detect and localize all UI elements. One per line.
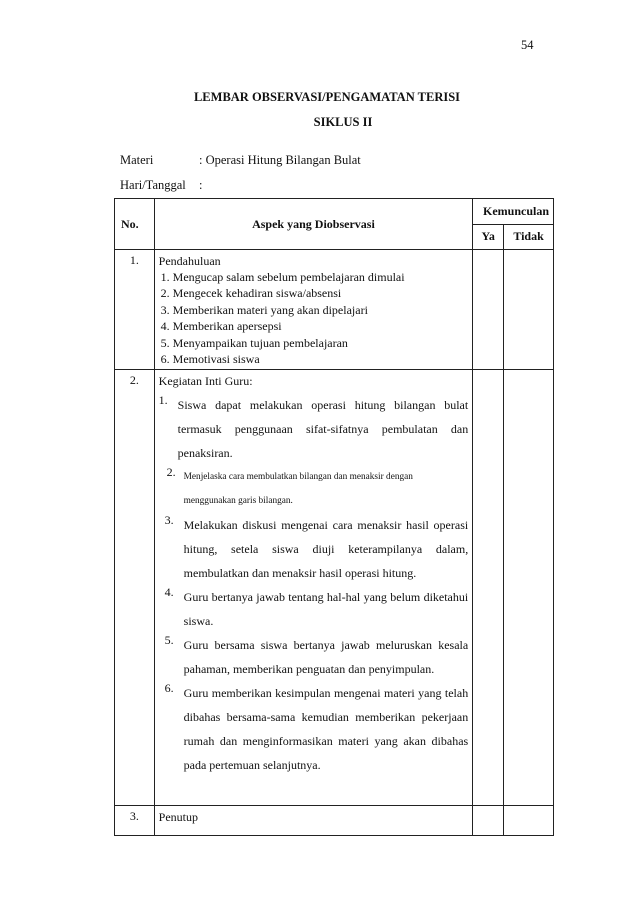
item-line: Guru bersama siswa bertanya jawab meluruskan kesala [183, 638, 469, 653]
hari-label: Hari/Tanggal [120, 178, 186, 192]
row-number: 1. [115, 250, 155, 370]
document-title: LEMBAR OBSERVASI/PENGAMATAN TERISI [193, 90, 461, 104]
item-line: Siswa dapat melakukan operasi hitung bilangan bulat [177, 398, 469, 413]
item-number: 6. [164, 681, 174, 696]
row-aspek [154, 806, 473, 836]
item-line: Guru bertanya jawab tentang hal-hal yang belum diketahui [183, 590, 469, 605]
list-item [159, 465, 469, 513]
header-tidak: Tidak [504, 224, 554, 250]
header-no: No. [115, 199, 155, 250]
section-title: Kegiatan Inti Guru: [158, 374, 253, 389]
item-number: 2. [166, 465, 176, 480]
list-item [159, 393, 469, 465]
item-number: 3. [164, 513, 174, 528]
hari-value: : [199, 178, 203, 192]
cell-tidak[interactable] [504, 250, 554, 370]
section-title: Pendahuluan [158, 254, 221, 268]
page-number: 54 [521, 38, 534, 52]
header-ya: Ya [473, 224, 504, 250]
list-item [159, 681, 469, 777]
document-subtitle: SIKLUS II [313, 115, 373, 129]
list-item [159, 633, 469, 681]
row-aspek [154, 250, 473, 370]
table-row [115, 370, 554, 806]
item-line: Melakukan diskusi mengenai cara menaksir hasil operasi [183, 518, 469, 533]
item-line: dibahas bersama-sama kemudian memberikan pekerjaan [183, 710, 469, 725]
list-item [159, 513, 469, 585]
item-number: 5. [164, 633, 174, 648]
materi-label: Materi [120, 153, 154, 167]
cell-ya[interactable] [473, 806, 504, 836]
list-item: 4. Memberikan apersepsi [160, 319, 282, 334]
materi-value: : Operasi Hitung Bilangan Bulat [199, 153, 361, 167]
table-row [115, 806, 554, 836]
row-aspek [154, 370, 473, 806]
section-title: Penutup [158, 810, 198, 825]
header-kemunculan: Kemunculan [473, 199, 554, 225]
cell-tidak[interactable] [504, 370, 554, 806]
item-line: penaksiran. [177, 446, 233, 461]
cell-tidak[interactable] [504, 806, 554, 836]
item-line: hitung, setela siswa diuji keterampilanya dalam, [183, 542, 469, 557]
item-line: siswa. [183, 614, 214, 629]
list-item: 2. Mengecek kehadiran siswa/absensi [160, 286, 342, 301]
list-item: 1. Mengucap salam sebelum pembelajaran dimulai [160, 270, 405, 284]
row-number: 2. [115, 370, 155, 806]
item-line: membulatkan dan menaksir hasil operasi hitung. [183, 566, 417, 581]
list-item: 6. Memotivasi siswa [160, 351, 260, 366]
list-item: 3. Memberikan materi yang akan dipelajari [160, 302, 368, 317]
table-row [115, 250, 554, 370]
item-line: menggunakan garis bilangan. [183, 496, 293, 507]
list-item: 5. Menyampaikan tujuan pembelajaran [160, 335, 348, 350]
list-item [159, 585, 469, 633]
header-row [115, 199, 554, 225]
item-line: pada pertemuan selanjutnya. [183, 758, 321, 773]
header-aspek: Aspek yang Diobservasi [154, 199, 473, 250]
item-line: Guru memberikan kesimpulan mengenai materi yang telah [183, 686, 469, 701]
item-line: termasuk penggunaan sifat-sifatnya pembulatan dan [177, 422, 469, 437]
item-line: rumah dan menginformasikan materi yang akan dibahas [183, 734, 469, 749]
item-list [159, 269, 469, 367]
meta-materi [120, 153, 361, 168]
row-number: 3. [115, 806, 155, 836]
item-number: 1. [158, 393, 168, 408]
observation-table [114, 198, 554, 836]
cell-ya[interactable] [473, 370, 504, 806]
item-line: pahaman, memberikan penguatan dan penyimpulan. [183, 662, 435, 677]
item-number: 4. [164, 585, 174, 600]
item-line: Menjelaska cara membulatkan bilangan dan menaksir dengan [183, 472, 413, 483]
meta-hari-tanggal [120, 178, 202, 193]
cell-ya[interactable] [473, 250, 504, 370]
